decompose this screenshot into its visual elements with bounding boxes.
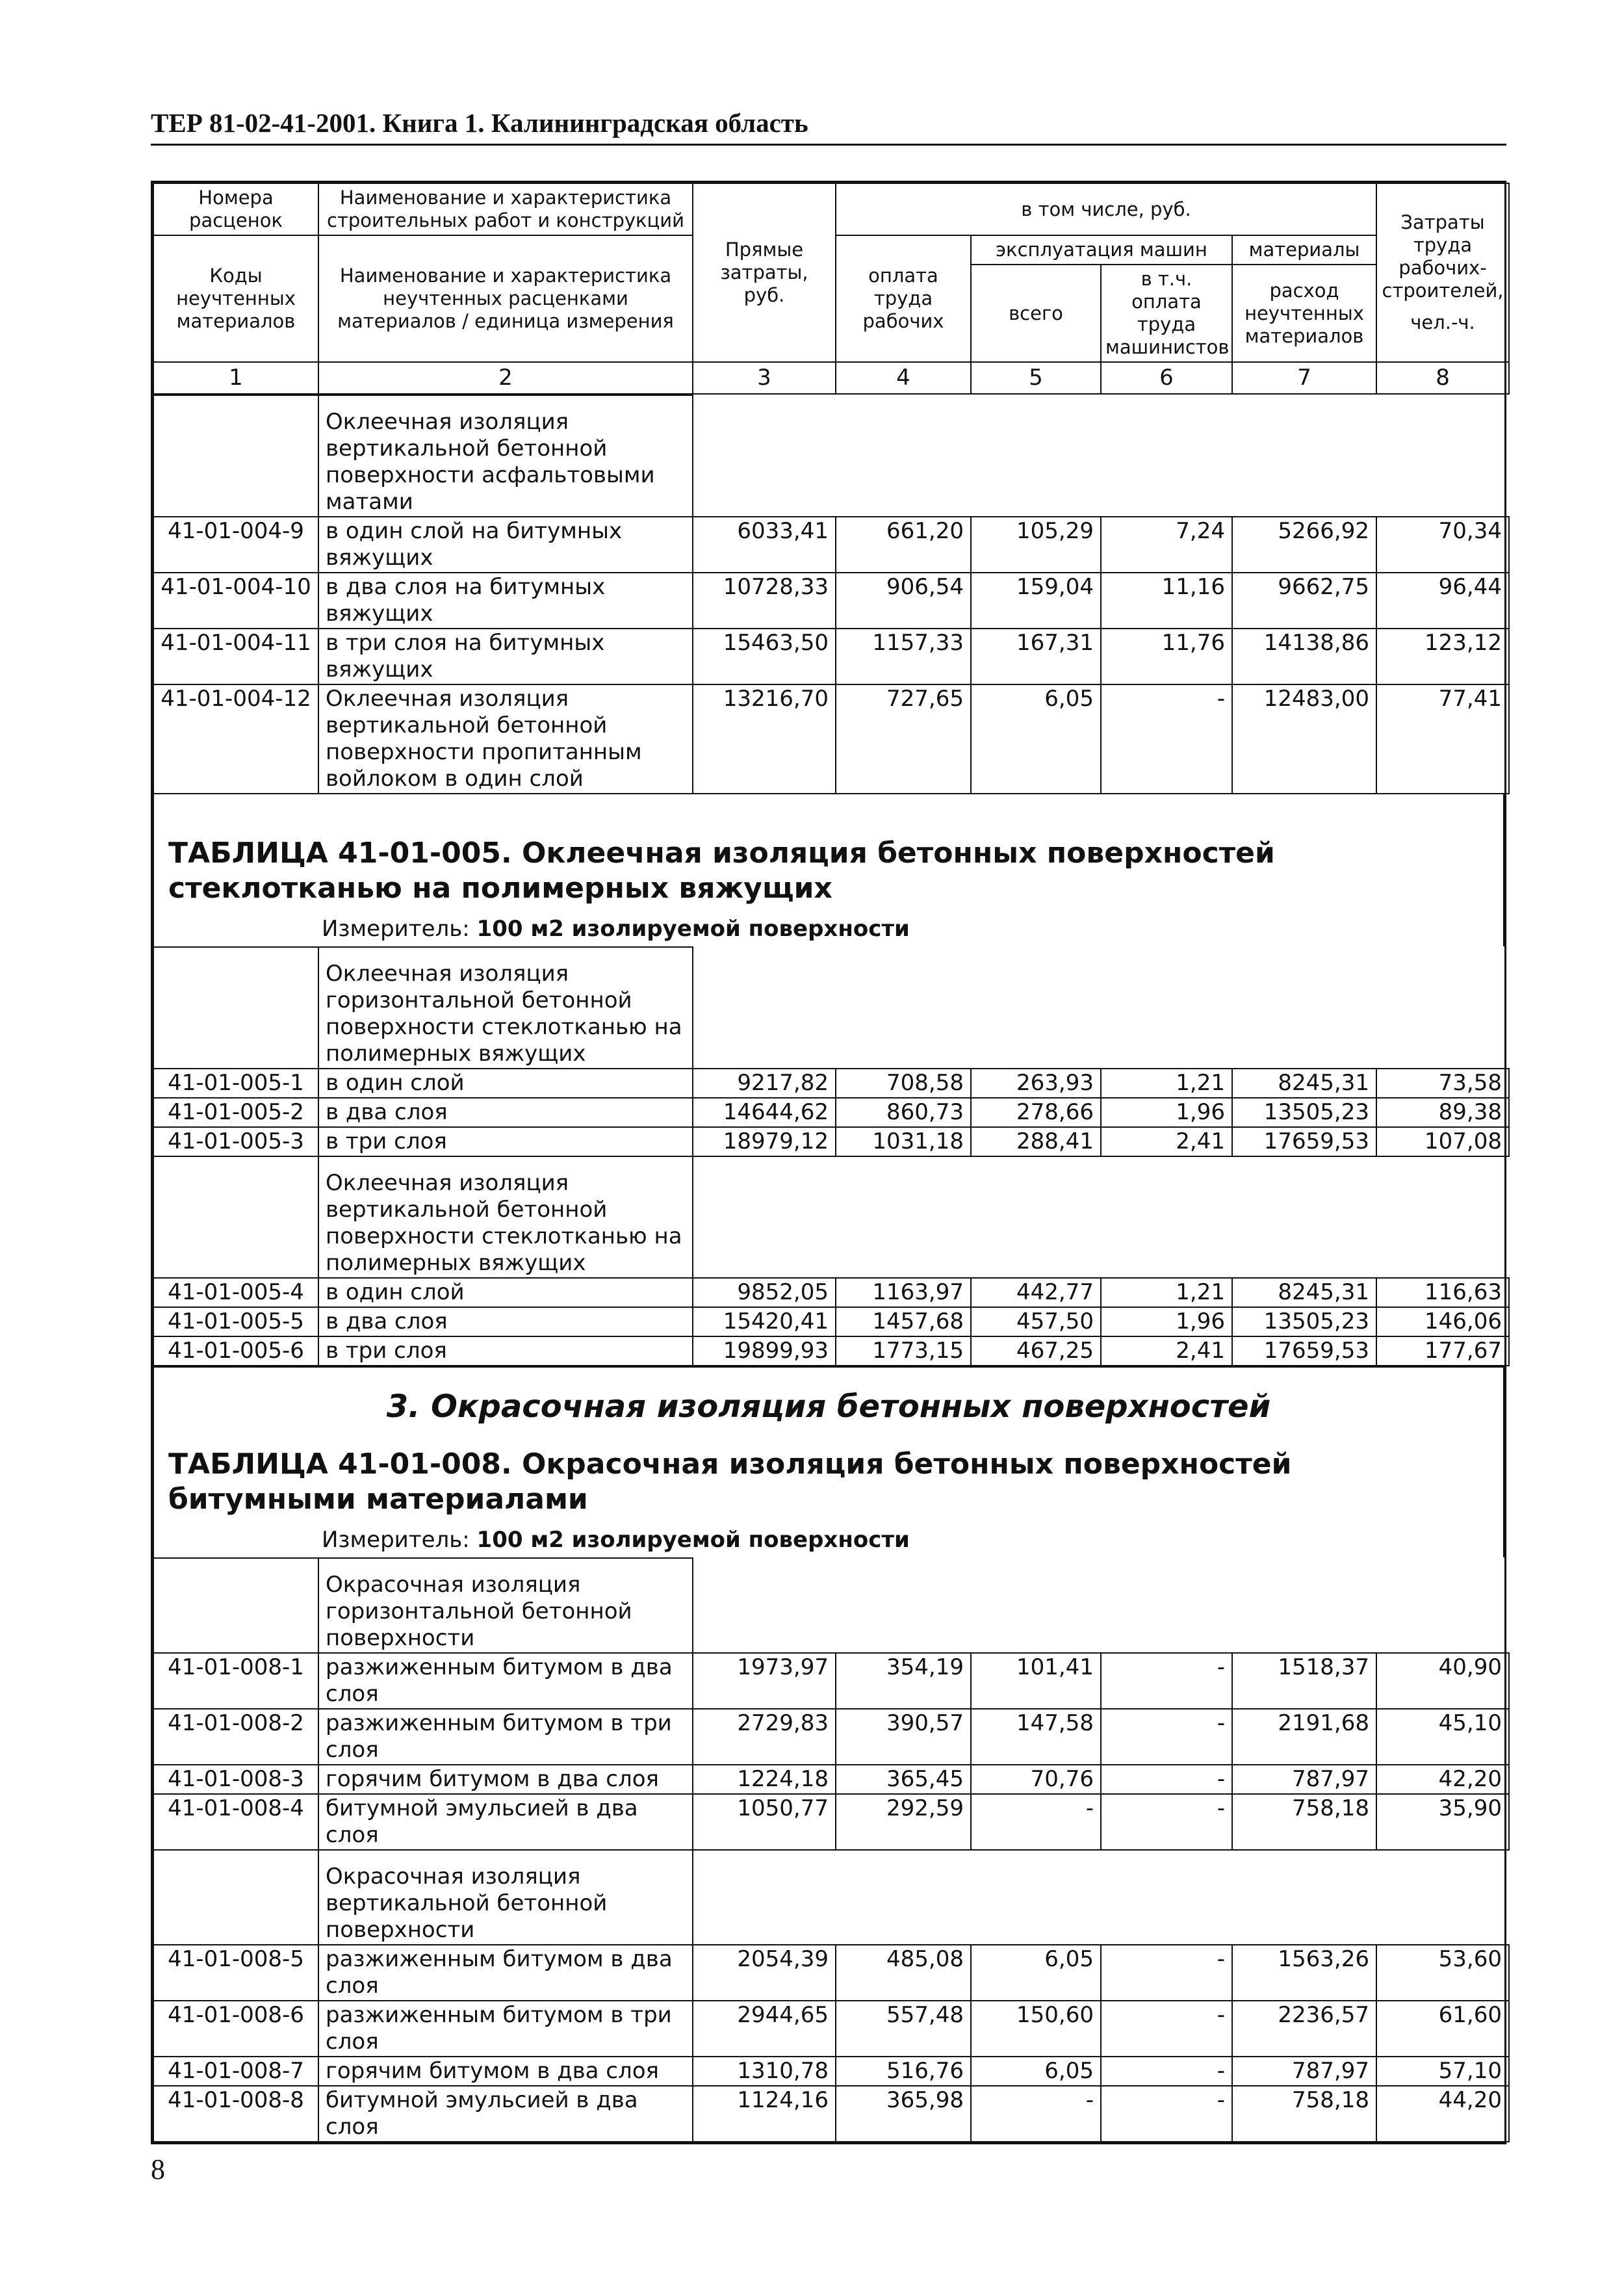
rate-value: 661,20 (836, 517, 971, 573)
group-row (153, 1156, 1509, 1278)
rate-code: 41-01-005-3 (153, 1127, 318, 1156)
header-work-name: Наименование и характеристика строительных работ и конструкций (318, 183, 693, 235)
rate-value: 365,45 (836, 1765, 971, 1794)
header-materials: материалы (1232, 235, 1376, 265)
rate-value: 7,24 (1101, 517, 1232, 573)
rate-value: 516,76 (836, 2057, 971, 2086)
section-3-heading (153, 1366, 1504, 1557)
rate-code: 41-01-008-5 (153, 1945, 318, 2001)
measurer (154, 1526, 1503, 1557)
column-number: 6 (1101, 362, 1232, 394)
rate-value: 45,10 (1376, 1709, 1509, 1765)
rate-name: разжиженным битумом в два слоя (318, 1653, 693, 1709)
empty-cell (693, 947, 1509, 1069)
rate-value: 11,16 (1101, 573, 1232, 629)
rate-name: битумной эмульсией в два слоя (318, 1794, 693, 1850)
empty-cell (693, 1156, 1509, 1278)
rate-name: в три слоя (318, 1127, 693, 1156)
rate-value: 6033,41 (693, 517, 836, 573)
rate-name: горячим битумом в два слоя (318, 2057, 693, 2086)
table-row (153, 1336, 1509, 1366)
rate-value: 70,34 (1376, 517, 1509, 573)
header-rate-numbers: Номера расценок (153, 183, 318, 235)
rate-value: 6,05 (971, 684, 1101, 794)
rate-value: 107,08 (1376, 1127, 1509, 1156)
rate-value: 10728,33 (693, 573, 836, 629)
rate-value: 15420,41 (693, 1307, 836, 1336)
table-row (153, 2057, 1509, 2086)
table-row (153, 629, 1509, 684)
header-machines-total: всего (971, 265, 1101, 362)
rate-value: 9662,75 (1232, 573, 1376, 629)
rate-value: 1,21 (1101, 1069, 1232, 1098)
header-material-codes: Коды неучтенных материалов (153, 235, 318, 362)
table-row (153, 1945, 1509, 2001)
rate-code: 41-01-008-3 (153, 1765, 318, 1794)
rate-value: 727,65 (836, 684, 971, 794)
rate-code: 41-01-008-1 (153, 1653, 318, 1709)
rate-value: 2944,65 (693, 2001, 836, 2057)
rate-value: 1,96 (1101, 1307, 1232, 1336)
rate-value: 44,20 (1376, 2086, 1509, 2142)
empty-cell (153, 395, 318, 517)
rate-value: - (1101, 1653, 1232, 1709)
rate-value: 288,41 (971, 1127, 1101, 1156)
rate-value: 485,08 (836, 1945, 971, 2001)
rate-name: в один слой (318, 1069, 693, 1098)
table-row (153, 684, 1509, 794)
rate-value: 2236,57 (1232, 2001, 1376, 2057)
rate-value: 96,44 (1376, 573, 1509, 629)
rate-value: 9852,05 (693, 1278, 836, 1307)
group-row (153, 947, 1509, 1069)
rate-value: 9217,82 (693, 1069, 836, 1098)
rate-value: 906,54 (836, 573, 971, 629)
rate-value: 1031,18 (836, 1127, 971, 1156)
rate-value: 57,10 (1376, 2057, 1509, 2086)
rate-value: 13505,23 (1232, 1307, 1376, 1336)
rate-code: 41-01-005-4 (153, 1278, 318, 1307)
rate-value: 1518,37 (1232, 1653, 1376, 1709)
section-title: 3. Окрасочная изоляция бетонных поверхностей (386, 1388, 1271, 1425)
rate-value: 17659,53 (1232, 1336, 1376, 1366)
rate-value: 35,90 (1376, 1794, 1509, 1850)
table-row (153, 1307, 1509, 1336)
measurer-value: 100 м2 изолируемой поверхности (476, 916, 910, 942)
rate-value: 123,12 (1376, 629, 1509, 684)
rates-frame (151, 181, 1506, 2144)
rate-value: 53,60 (1376, 1945, 1509, 2001)
rate-code: 41-01-008-2 (153, 1709, 318, 1765)
rate-value: 2191,68 (1232, 1709, 1376, 1765)
rate-code: 41-01-005-5 (153, 1307, 318, 1336)
empty-cell (693, 1850, 1509, 1945)
rate-value: 13505,23 (1232, 1098, 1376, 1127)
rate-code: 41-01-004-12 (153, 684, 318, 794)
rate-value: 1773,15 (836, 1336, 971, 1366)
rate-value: 177,67 (1376, 1336, 1509, 1366)
header-labor-costs (1376, 183, 1509, 362)
rate-code: 41-01-004-9 (153, 517, 318, 573)
rate-name: разжиженным битумом в три слоя (318, 1709, 693, 1765)
empty-cell (153, 947, 318, 1069)
rate-value: 40,90 (1376, 1653, 1509, 1709)
rate-value: 1050,77 (693, 1794, 836, 1850)
page-number: 8 (151, 2153, 165, 2185)
rate-value: 2729,83 (693, 1709, 836, 1765)
rate-value: 557,48 (836, 2001, 971, 2057)
rate-code: 41-01-008-4 (153, 1794, 318, 1850)
rate-name: в два слоя на битумных вяжущих (318, 573, 693, 629)
rate-value: 390,57 (836, 1709, 971, 1765)
rate-value: - (1101, 684, 1232, 794)
rate-value: 14644,62 (693, 1098, 836, 1127)
rate-value: - (1101, 1945, 1232, 2001)
table-row (153, 1653, 1509, 1709)
rate-value: 1,21 (1101, 1278, 1232, 1307)
group-row (153, 1558, 1509, 1653)
rate-value: - (1101, 2086, 1232, 2142)
column-header (153, 183, 1510, 395)
column-number: 7 (1232, 362, 1376, 394)
rate-name: разжиженным битумом в три слоя (318, 2001, 693, 2057)
table-title: ТАБЛИЦА 41-01-008. Окрасочная изоляция бетонных поверхностей битумными материалами (168, 1448, 1292, 1516)
rate-value: 1457,68 (836, 1307, 971, 1336)
empty-cell (153, 1156, 318, 1278)
empty-cell (693, 1558, 1509, 1653)
rate-value: - (1101, 1765, 1232, 1794)
rate-value: 1124,16 (693, 2086, 836, 2142)
rate-name: в один слой (318, 1278, 693, 1307)
rate-value: 8245,31 (1232, 1069, 1376, 1098)
rate-value: 708,58 (836, 1069, 971, 1098)
header-labor-costs-b: чел.-ч. (1410, 311, 1475, 333)
table-row (153, 1098, 1509, 1127)
rate-value: 146,06 (1376, 1307, 1509, 1336)
group-row (153, 395, 1509, 517)
group-row (153, 1850, 1509, 1945)
rate-code: 41-01-005-2 (153, 1098, 318, 1127)
rate-value: 2,41 (1101, 1336, 1232, 1366)
header-direct-costs: Прямые затраты, руб. (693, 183, 836, 362)
rate-value: 1563,26 (1232, 1945, 1376, 2001)
table-row (153, 1765, 1509, 1794)
rate-value: 787,97 (1232, 1765, 1376, 1794)
rate-value: 758,18 (1232, 1794, 1376, 1850)
rate-value: 5266,92 (1232, 517, 1376, 573)
rate-name: в три слоя (318, 1336, 693, 1366)
measurer-value: 100 м2 изолируемой поверхности (476, 1527, 910, 1553)
rate-value: 159,04 (971, 573, 1101, 629)
rate-value: 758,18 (1232, 2086, 1376, 2142)
rate-name: горячим битумом в два слоя (318, 1765, 693, 1794)
header-unaccounted-materials: расход неучтенных материалов (1232, 265, 1376, 362)
spacer (153, 794, 1504, 812)
header-machines: эксплуатация машин (971, 235, 1232, 265)
rate-code: 41-01-008-6 (153, 2001, 318, 2057)
rate-value: 77,41 (1376, 684, 1509, 794)
rate-value: 42,20 (1376, 1765, 1509, 1794)
rate-code: 41-01-005-6 (153, 1336, 318, 1366)
rate-value: 14138,86 (1232, 629, 1376, 684)
table-title: ТАБЛИЦА 41-01-005. Оклеечная изоляция бетонных поверхностей стеклотканью на полимерных вяжущих (168, 837, 1275, 905)
rate-value: 105,29 (971, 517, 1101, 573)
rate-value: 278,66 (971, 1098, 1101, 1127)
rate-value: 292,59 (836, 1794, 971, 1850)
rate-value: 1157,33 (836, 629, 971, 684)
rate-value: 263,93 (971, 1069, 1101, 1098)
rate-value: 860,73 (836, 1098, 971, 1127)
measurer-label: Измеритель: (322, 1527, 470, 1553)
group-title: Окрасочная изоляция вертикальной бетонной поверхности (318, 1850, 693, 1945)
rate-value: 11,76 (1101, 629, 1232, 684)
rate-value: 6,05 (971, 2057, 1101, 2086)
rate-value: 2054,39 (693, 1945, 836, 2001)
header-material-name: Наименование и характеристика неучтенных расценками материалов / единица измерения (318, 235, 693, 362)
table-row (153, 1069, 1509, 1098)
rate-value: 13216,70 (693, 684, 836, 794)
rate-value: 17659,53 (1232, 1127, 1376, 1156)
rate-value: 365,98 (836, 2086, 971, 2142)
group-title: Окрасочная изоляция горизонтальной бетонной поверхности (318, 1558, 693, 1653)
rate-value: 19899,93 (693, 1336, 836, 1366)
column-number: 1 (153, 362, 318, 394)
rate-value: 147,58 (971, 1709, 1101, 1765)
table-row (153, 1278, 1509, 1307)
rate-value: 2,41 (1101, 1127, 1232, 1156)
rate-value: 1224,18 (693, 1765, 836, 1794)
rate-value: - (1101, 2001, 1232, 2057)
empty-cell (693, 395, 1509, 517)
rate-value: 1163,97 (836, 1278, 971, 1307)
empty-cell (153, 1558, 318, 1653)
table-row (153, 517, 1509, 573)
rate-value: - (1101, 1709, 1232, 1765)
rate-value: 442,77 (971, 1278, 1101, 1307)
rate-value: 15463,50 (693, 629, 836, 684)
rate-value: 150,60 (971, 2001, 1101, 2057)
rate-name: в два слоя (318, 1307, 693, 1336)
rate-name: разжиженным битумом в два слоя (318, 1945, 693, 2001)
table-row (153, 1127, 1509, 1156)
group-title: Оклеечная изоляция вертикальной бетонной поверхности стеклотканью на полимерных вяжущих (318, 1156, 693, 1278)
header-including: в том числе, руб. (836, 183, 1376, 235)
rate-value: 1,96 (1101, 1098, 1232, 1127)
rate-value: 116,63 (1376, 1278, 1509, 1307)
table-row (153, 2086, 1509, 2142)
measurer (154, 915, 1503, 946)
column-number: 2 (318, 362, 693, 394)
rate-name: битумной эмульсией в два слоя (318, 2086, 693, 2142)
rate-code: 41-01-004-10 (153, 573, 318, 629)
column-number: 4 (836, 362, 971, 394)
table-row (153, 1709, 1509, 1765)
rate-value: - (971, 2086, 1101, 2142)
rate-value: - (1101, 1794, 1232, 1850)
column-number: 3 (693, 362, 836, 394)
rate-value: 61,60 (1376, 2001, 1509, 2057)
rate-value: 167,31 (971, 629, 1101, 684)
table-row (153, 2001, 1509, 2057)
empty-cell (153, 1850, 318, 1945)
rate-code: 41-01-008-7 (153, 2057, 318, 2086)
group-title: Оклеечная изоляция вертикальной бетонной поверхности асфальтовыми матами (318, 395, 693, 517)
header-worker-wages: оплата труда рабочих (836, 235, 971, 362)
rate-name: Оклеечная изоляция вертикальной бетонной поверхности пропитанным войлоком в один слой (318, 684, 693, 794)
rate-code: 41-01-004-11 (153, 629, 318, 684)
rate-value: - (1101, 2057, 1232, 2086)
rate-name: в один слой на битумных вяжущих (318, 517, 693, 573)
rate-code: 41-01-005-1 (153, 1069, 318, 1098)
rate-value: 354,19 (836, 1653, 971, 1709)
table-row (153, 573, 1509, 629)
rate-value: 8245,31 (1232, 1278, 1376, 1307)
rate-value: 457,50 (971, 1307, 1101, 1336)
rate-value: 1973,97 (693, 1653, 836, 1709)
rate-value: 12483,00 (1232, 684, 1376, 794)
table-41-01-005-heading (153, 812, 1504, 946)
table-41-01-004-rows (153, 395, 1510, 794)
rate-value: 1310,78 (693, 2057, 836, 2086)
table-41-01-005-rows (153, 946, 1510, 1366)
rate-value: 89,38 (1376, 1098, 1509, 1127)
rate-value: 18979,12 (693, 1127, 836, 1156)
table-row (153, 1794, 1509, 1850)
header-labor-costs-a: Затраты труда рабочих-строителей, (1382, 211, 1504, 302)
rate-value: 70,76 (971, 1765, 1101, 1794)
measurer-label: Измеритель: (322, 916, 470, 942)
rate-value: 73,58 (1376, 1069, 1509, 1098)
rate-value: - (971, 1794, 1101, 1850)
rate-name: в три слоя на битумных вяжущих (318, 629, 693, 684)
rate-value: 787,97 (1232, 2057, 1376, 2086)
rate-name: в два слоя (318, 1098, 693, 1127)
column-number: 5 (971, 362, 1101, 394)
group-title: Оклеечная изоляция горизонтальной бетонной поверхности стеклотканью на полимерных вяжущих (318, 947, 693, 1069)
header-machinist-wages: в т.ч. оплата труда машинистов (1101, 265, 1232, 362)
table-41-01-008-rows (153, 1557, 1510, 2142)
column-number: 8 (1376, 362, 1509, 394)
rate-value: 6,05 (971, 1945, 1101, 2001)
rate-code: 41-01-008-8 (153, 2086, 318, 2142)
rate-value: 101,41 (971, 1653, 1101, 1709)
document-header: ТЕР 81-02-41-2001. Книга 1. Калининградская область (151, 107, 1506, 146)
rate-value: 467,25 (971, 1336, 1101, 1366)
